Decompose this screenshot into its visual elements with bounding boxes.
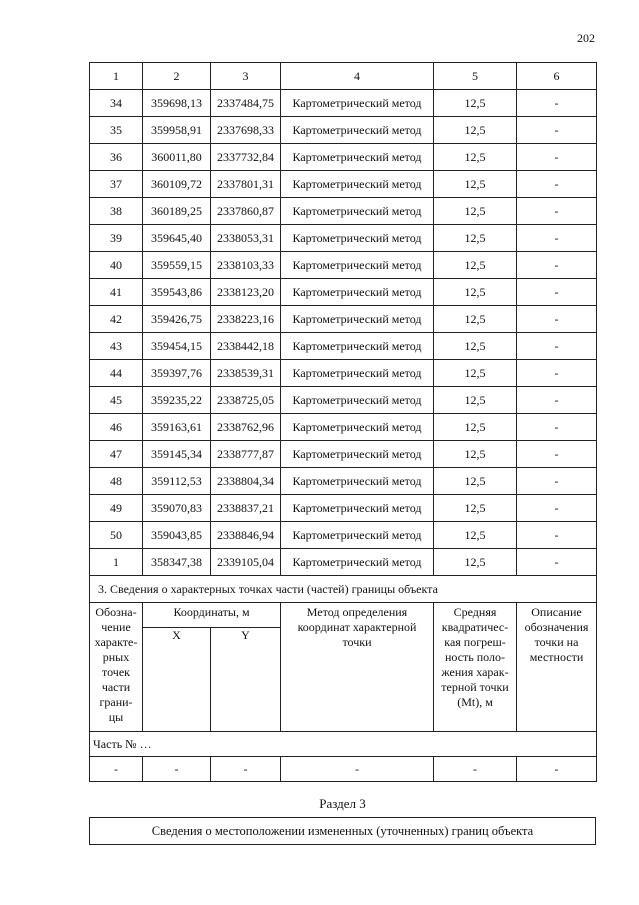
y-coordinate-cell: 2338846,94: [211, 522, 281, 549]
empty-data-row: [90, 757, 597, 782]
x-coordinate-cell: 359559,15: [143, 252, 211, 279]
mt-cell: 12,5: [434, 90, 517, 117]
table-row: [90, 414, 597, 441]
y-coordinate-cell: 2337860,87: [211, 198, 281, 225]
header-text-line: чение: [101, 620, 131, 634]
y-coordinate-cell: 2338725,05: [211, 387, 281, 414]
header-text-line: терной точки: [441, 680, 509, 694]
mt-cell: 12,5: [434, 522, 517, 549]
header-text-line: рных: [102, 650, 130, 664]
table-row: [90, 495, 597, 522]
table-row: [90, 90, 597, 117]
description-cell: -: [517, 306, 597, 333]
description-cell: -: [517, 117, 597, 144]
point-number-cell: 36: [90, 144, 143, 171]
description-cell: -: [517, 549, 597, 576]
method-cell: Картометрический метод: [281, 171, 434, 198]
y-coordinate-cell: 2337801,31: [211, 171, 281, 198]
description-cell: -: [517, 171, 597, 198]
table-row: [90, 333, 597, 360]
subtable-header-row: [90, 603, 597, 628]
table-row: [90, 117, 597, 144]
mt-cell: 12,5: [434, 333, 517, 360]
y-coordinate-cell: 2338804,34: [211, 468, 281, 495]
column-number: 4: [281, 63, 434, 90]
table-row: [90, 549, 597, 576]
method-cell: Картометрический метод: [281, 441, 434, 468]
section-heading: Раздел 3: [319, 796, 366, 811]
x-coordinate-cell: 359070,83: [143, 495, 211, 522]
method-cell: Картометрический метод: [281, 252, 434, 279]
header-text-line: грани-: [99, 695, 133, 709]
mt-cell: 12,5: [434, 306, 517, 333]
point-number-cell: 47: [90, 441, 143, 468]
column-number: 1: [90, 63, 143, 90]
method-cell: Картометрический метод: [281, 360, 434, 387]
header-text-line: жения харак-: [441, 665, 509, 679]
x-coordinate-cell: 359145,34: [143, 441, 211, 468]
mt-cell: 12,5: [434, 387, 517, 414]
method-cell: Картометрический метод: [281, 198, 434, 225]
x-coordinate-cell: 359235,22: [143, 387, 211, 414]
table-row: [90, 387, 597, 414]
description-cell: -: [517, 441, 597, 468]
coordinates-table: [89, 62, 597, 782]
y-coordinate-cell: 2338103,33: [211, 252, 281, 279]
point-number-cell: 37: [90, 171, 143, 198]
header-text-line: Описание: [531, 605, 582, 619]
x-coordinate-cell: 359397,76: [143, 360, 211, 387]
method-cell: Картометрический метод: [281, 225, 434, 252]
mt-cell: 12,5: [434, 252, 517, 279]
x-coordinate-cell: 359043,85: [143, 522, 211, 549]
header-text-line: ность поло-: [444, 650, 505, 664]
header-mt: [434, 603, 517, 732]
point-number-cell: 34: [90, 90, 143, 117]
x-coordinate-cell: 358347,38: [143, 549, 211, 576]
mt-cell: 12,5: [434, 225, 517, 252]
table-row: [90, 468, 597, 495]
empty-cell: -: [211, 757, 281, 782]
mt-cell: 12,5: [434, 279, 517, 306]
section-description-box: Сведения о местоположении измененных (уточненных) границ объекта: [89, 817, 596, 845]
method-cell: Картометрический метод: [281, 387, 434, 414]
header-text-line: Средняя: [453, 605, 497, 619]
column-number: 5: [434, 63, 517, 90]
point-number-cell: 1: [90, 549, 143, 576]
description-cell: -: [517, 279, 597, 306]
y-coordinate-cell: 2337484,75: [211, 90, 281, 117]
column-number: 6: [517, 63, 597, 90]
header-text-line: Метод определения: [306, 605, 408, 619]
method-cell: Картометрический метод: [281, 90, 434, 117]
header-text-line: точки: [342, 635, 372, 649]
part-row: [90, 732, 597, 757]
description-cell: -: [517, 360, 597, 387]
description-cell: -: [517, 495, 597, 522]
point-number-cell: 41: [90, 279, 143, 306]
column-number: 3: [211, 63, 281, 90]
empty-cell: -: [281, 757, 434, 782]
y-coordinate-cell: 2338539,31: [211, 360, 281, 387]
x-coordinate-cell: 359698,13: [143, 90, 211, 117]
x-coordinate-cell: 359112,53: [143, 468, 211, 495]
header-text-line: части: [101, 680, 131, 694]
description-cell: -: [517, 90, 597, 117]
table-row: [90, 171, 597, 198]
point-number-cell: 39: [90, 225, 143, 252]
description-cell: -: [517, 333, 597, 360]
method-cell: Картометрический метод: [281, 414, 434, 441]
empty-cell: -: [143, 757, 211, 782]
mt-cell: 12,5: [434, 495, 517, 522]
header-text-line: (Mt), м: [457, 695, 493, 709]
table-row: [90, 441, 597, 468]
x-coordinate-cell: 359163,61: [143, 414, 211, 441]
header-text-line: точек: [102, 665, 130, 679]
header-point-designation: [90, 603, 143, 732]
description-cell: -: [517, 522, 597, 549]
description-cell: -: [517, 225, 597, 252]
x-coordinate-cell: 359454,15: [143, 333, 211, 360]
header-coordinates: Координаты, м: [143, 603, 281, 628]
point-number-cell: 35: [90, 117, 143, 144]
header-text-line: координат характерной: [297, 620, 417, 634]
y-coordinate-cell: 2338053,31: [211, 225, 281, 252]
method-cell: Картометрический метод: [281, 306, 434, 333]
point-number-cell: 42: [90, 306, 143, 333]
mt-cell: 12,5: [434, 414, 517, 441]
y-coordinate-cell: 2338442,18: [211, 333, 281, 360]
header-text-line: цы: [108, 710, 124, 724]
header-x: X: [143, 628, 211, 732]
mt-cell: 12,5: [434, 441, 517, 468]
x-coordinate-cell: 360189,25: [143, 198, 211, 225]
mt-cell: 12,5: [434, 468, 517, 495]
column-number: 2: [143, 63, 211, 90]
table-row: [90, 144, 597, 171]
method-cell: Картометрический метод: [281, 522, 434, 549]
method-cell: Картометрический метод: [281, 279, 434, 306]
method-cell: Картометрический метод: [281, 117, 434, 144]
mt-cell: 12,5: [434, 549, 517, 576]
page-number: 202: [577, 31, 595, 45]
table-row: [90, 198, 597, 225]
header-text-line: характе-: [94, 635, 138, 649]
method-cell: Картометрический метод: [281, 333, 434, 360]
table-row: [90, 306, 597, 333]
description-cell: -: [517, 468, 597, 495]
point-number-cell: 49: [90, 495, 143, 522]
header-method: [281, 603, 434, 732]
point-number-cell: 46: [90, 414, 143, 441]
y-coordinate-cell: 2337698,33: [211, 117, 281, 144]
header-text-line: обозначения: [524, 620, 589, 634]
description-cell: -: [517, 198, 597, 225]
description-cell: -: [517, 252, 597, 279]
description-cell: -: [517, 414, 597, 441]
y-coordinate-cell: 2338762,96: [211, 414, 281, 441]
y-coordinate-cell: 2339105,04: [211, 549, 281, 576]
header-y: Y: [211, 628, 281, 732]
x-coordinate-cell: 359426,75: [143, 306, 211, 333]
part-label: Часть № …: [90, 732, 597, 757]
point-number-cell: 40: [90, 252, 143, 279]
table-row: [90, 522, 597, 549]
header-text-line: точки на: [534, 635, 579, 649]
column-numbers-row: [90, 63, 597, 90]
x-coordinate-cell: 360011,80: [143, 144, 211, 171]
mt-cell: 12,5: [434, 171, 517, 198]
point-number-cell: 38: [90, 198, 143, 225]
header-description: [517, 603, 597, 732]
method-cell: Картометрический метод: [281, 495, 434, 522]
point-number-cell: 45: [90, 387, 143, 414]
description-cell: -: [517, 144, 597, 171]
x-coordinate-cell: 359543,86: [143, 279, 211, 306]
y-coordinate-cell: 2338837,21: [211, 495, 281, 522]
point-number-cell: 44: [90, 360, 143, 387]
description-cell: -: [517, 387, 597, 414]
header-text-line: квадратичес-: [441, 620, 509, 634]
table-row: [90, 252, 597, 279]
method-cell: Картометрический метод: [281, 144, 434, 171]
mt-cell: 12,5: [434, 117, 517, 144]
y-coordinate-cell: 2337732,84: [211, 144, 281, 171]
table-row: [90, 225, 597, 252]
header-text-line: Обозна-: [95, 605, 137, 619]
table-row: [90, 279, 597, 306]
method-cell: Картометрический метод: [281, 549, 434, 576]
section-title-row: [90, 576, 597, 603]
point-number-cell: 48: [90, 468, 143, 495]
y-coordinate-cell: 2338123,20: [211, 279, 281, 306]
point-number-cell: 43: [90, 333, 143, 360]
header-text-line: местности: [529, 650, 584, 664]
empty-cell: -: [90, 757, 143, 782]
y-coordinate-cell: 2338777,87: [211, 441, 281, 468]
x-coordinate-cell: 360109,72: [143, 171, 211, 198]
table-row: [90, 360, 597, 387]
header-text-line: кая погреш-: [444, 635, 506, 649]
x-coordinate-cell: 359958,91: [143, 117, 211, 144]
mt-cell: 12,5: [434, 198, 517, 225]
method-cell: Картометрический метод: [281, 468, 434, 495]
y-coordinate-cell: 2338223,16: [211, 306, 281, 333]
mt-cell: 12,5: [434, 360, 517, 387]
mt-cell: 12,5: [434, 144, 517, 171]
empty-cell: -: [434, 757, 517, 782]
point-number-cell: 50: [90, 522, 143, 549]
section-title: 3. Сведения о характерных точках части (частей) границы объекта: [90, 576, 597, 603]
x-coordinate-cell: 359645,40: [143, 225, 211, 252]
empty-cell: -: [517, 757, 597, 782]
